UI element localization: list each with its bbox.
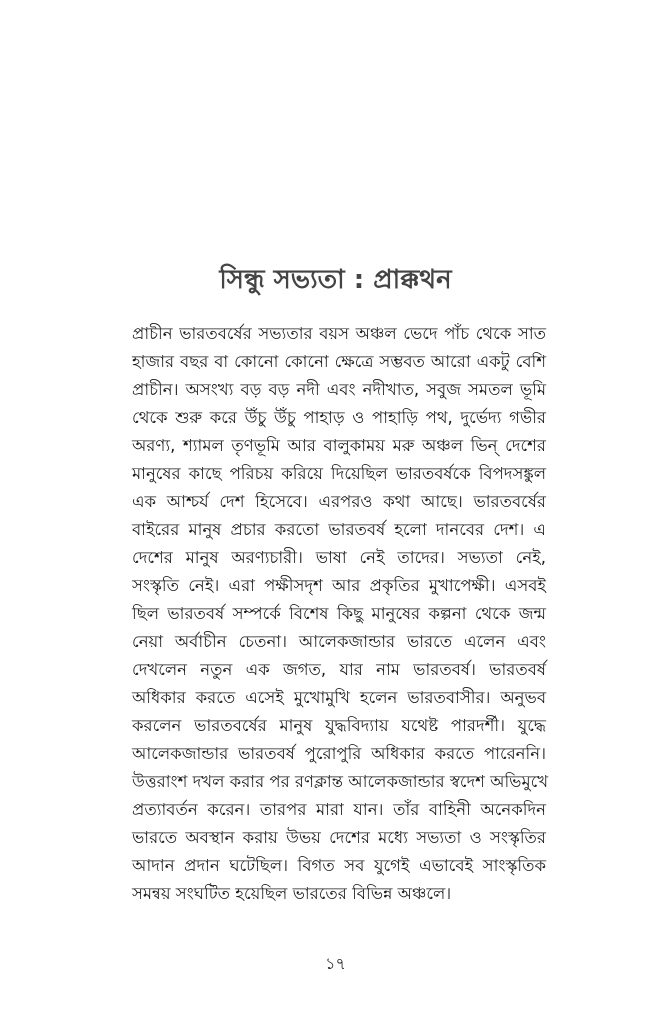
paragraph-line: প্রাচীন ভারতবর্ষের সভ্যতার বয়স অঞ্চল ভেদে পাঁচ থেকে সাত: [132, 324, 546, 343]
paragraph-line: আদান প্রদান ঘটেছিল। বিগত সব যুগেই এভাবেই সাংস্কৃতিক: [132, 856, 546, 875]
page-number: ১৭: [325, 954, 346, 973]
paragraph-line: করলেন ভারতবর্ষের মানুষ যুদ্ধবিদ্যায় যথেষ্ট পারদর্শী। যুদ্ধে: [132, 716, 546, 735]
paragraph-line: সংস্কৃতি নেই। এরা পক্ষীসদৃশ আর প্রকৃতির মুখাপেক্ষী। এসবই: [132, 576, 546, 595]
paragraph-line: অরণ্য, শ্যামল তৃণভূমি আর বালুকাময় মরু অঞ্চল ভিন্ দেশের: [132, 436, 546, 455]
paragraph-line: ভারতে অবস্থান করায় উভয় দেশের মধ্যে সভ্যতা ও সংস্কৃতির: [132, 828, 546, 847]
paragraph-line: সমন্বয় সংঘটিত হয়েছিল ভারতের বিভিন্ন অঞ্চলে।: [132, 884, 452, 903]
paragraph-line: ছিল ভারতবর্ষ সম্পর্কে বিশেষ কিছু মানুষের কল্পনা থেকে জন্ম: [132, 604, 546, 623]
paragraph-line: প্রত্যাবর্তন করেন। তারপর মারা যান। তাঁর বাহিনী অনেকদিন: [132, 800, 546, 819]
body-paragraph: [132, 320, 549, 908]
chapter-title: সিন্ধু সভ্যতা : প্রাক্কথন: [219, 265, 452, 295]
paragraph-line: দেখলেন নতুন এক জগত, যার নাম ভারতবর্ষ। ভারতবর্ষ: [132, 660, 546, 679]
paragraph-line: এক আশ্চর্য দেশ হিসেবে। এরপরও কথা আছে। ভারতবর্ষের: [132, 492, 546, 511]
paragraph-line: উত্তরাংশ দখল করার পর রণক্লান্ত আলেকজান্ডার স্বদেশ অভিমুখে: [132, 772, 549, 791]
paragraph-line: অধিকার করতে এসেই মুখোমুখি হলেন ভারতবাসীর। অনুভব: [132, 688, 546, 707]
paragraph-line: প্রাচীন। অসংখ্য বড় বড় নদী এবং নদীখাত, সবুজ সমতল ভূমি: [132, 380, 546, 399]
paragraph-line: বাইরের মানুষ প্রচার করতো ভারতবর্ষ হলো দানবের দেশ। এ: [132, 520, 546, 539]
paragraph-line: হাজার বছর বা কোনো কোনো ক্ষেত্রে সম্ভবত আরো একটু বেশি: [132, 352, 546, 371]
paragraph-line: থেকে শুরু করে উঁচু উঁচু পাহাড় ও পাহাড়ি পথ, দুর্ভেদ্য গভীর: [132, 408, 546, 427]
paragraph-line: নেয়া অর্বাচীন চেতনা। আলেকজান্ডার ভারতে এলেন এবং: [132, 632, 546, 651]
paragraph-line: মানুষের কাছে পরিচয় করিয়ে দিয়েছিল ভারতবর্ষকে বিপদসঙ্কুল: [132, 464, 546, 483]
paragraph-line: আলেকজান্ডার ভারতবর্ষ পুরোপুরি অধিকার করতে পারেননি।: [132, 744, 546, 763]
paragraph-line: দেশের মানুষ অরণ্যচারী। ভাষা নেই তাদের। সভ্যতা নেই,: [132, 548, 546, 567]
